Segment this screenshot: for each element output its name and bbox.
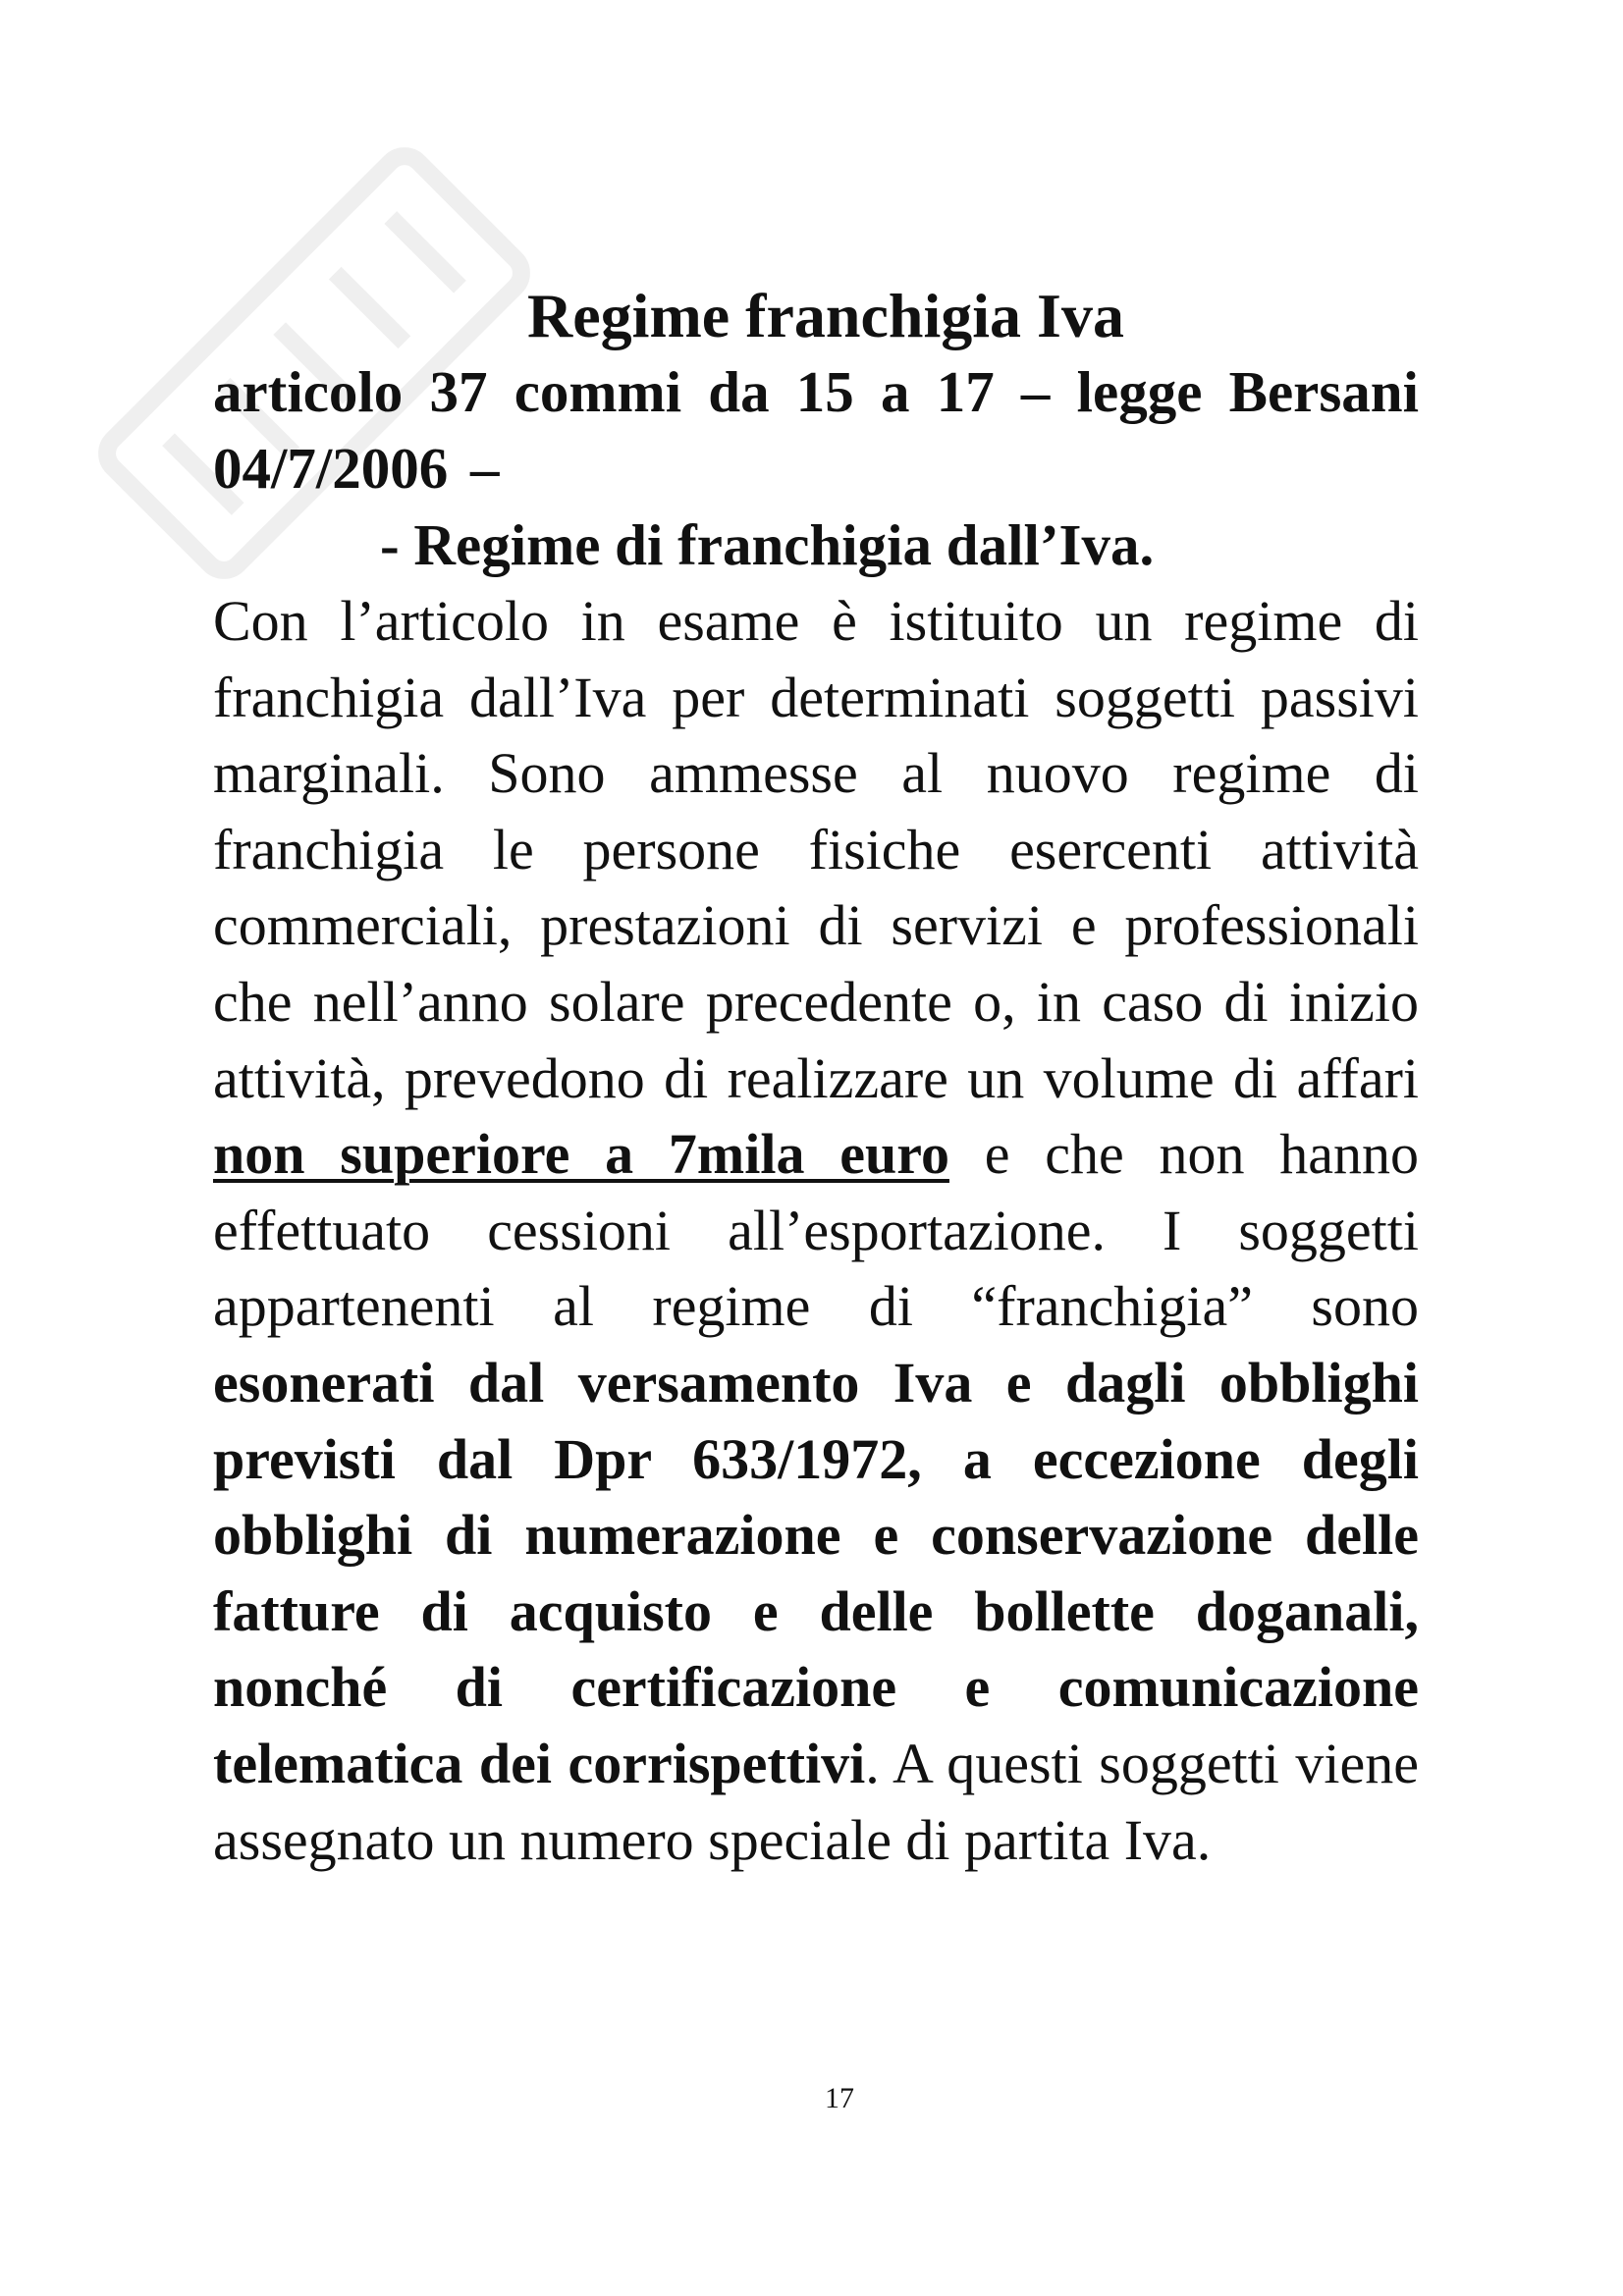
page-number: 17 — [825, 2082, 854, 2114]
section-heading: - Regime di franchigia dall’Iva. — [380, 512, 1155, 577]
document-title: Regime franchigia Iva — [527, 281, 1124, 350]
obligations-emphasis: esonerati dal versamento Iva e dagli obblighi previsti dal Dpr 633/1972, a eccezione degli obblighi di numerazione e conservazione delle fatture di acquisto e delle bollette doganali, nonché di certificazione e comunicazione telematica dei corrispettivi — [213, 1350, 1419, 1795]
threshold-emphasis: non superiore a 7mila euro — [213, 1122, 949, 1187]
body-paragraph — [213, 583, 1419, 1878]
document-subtitle: articolo 37 commi da 15 a 17 – legge Bersani 04/7/2006 – — [213, 359, 1419, 501]
document-content — [213, 278, 1419, 1878]
paragraph-closing: . A questi soggetti viene assegnato un numero speciale di partita Iva. — [213, 1731, 1419, 1872]
paragraph-middle: e che non hanno effettuato cessioni all’esportazione. I soggetti appartenenti al regime di “franchigia” sono — [213, 1122, 1419, 1339]
paragraph-intro: Con l’articolo in esame è istituito un regime di franchigia dall’Iva per determinati soggetti passivi marginali. Sono ammesse al nuovo regime di franchigia le persone fisiche esercenti attività commerciali, prestazioni di servizi e professionali che nell’anno solare precedente o, in caso di inizio attività, prevedono di realizzare un volume di affari — [213, 589, 1419, 1110]
